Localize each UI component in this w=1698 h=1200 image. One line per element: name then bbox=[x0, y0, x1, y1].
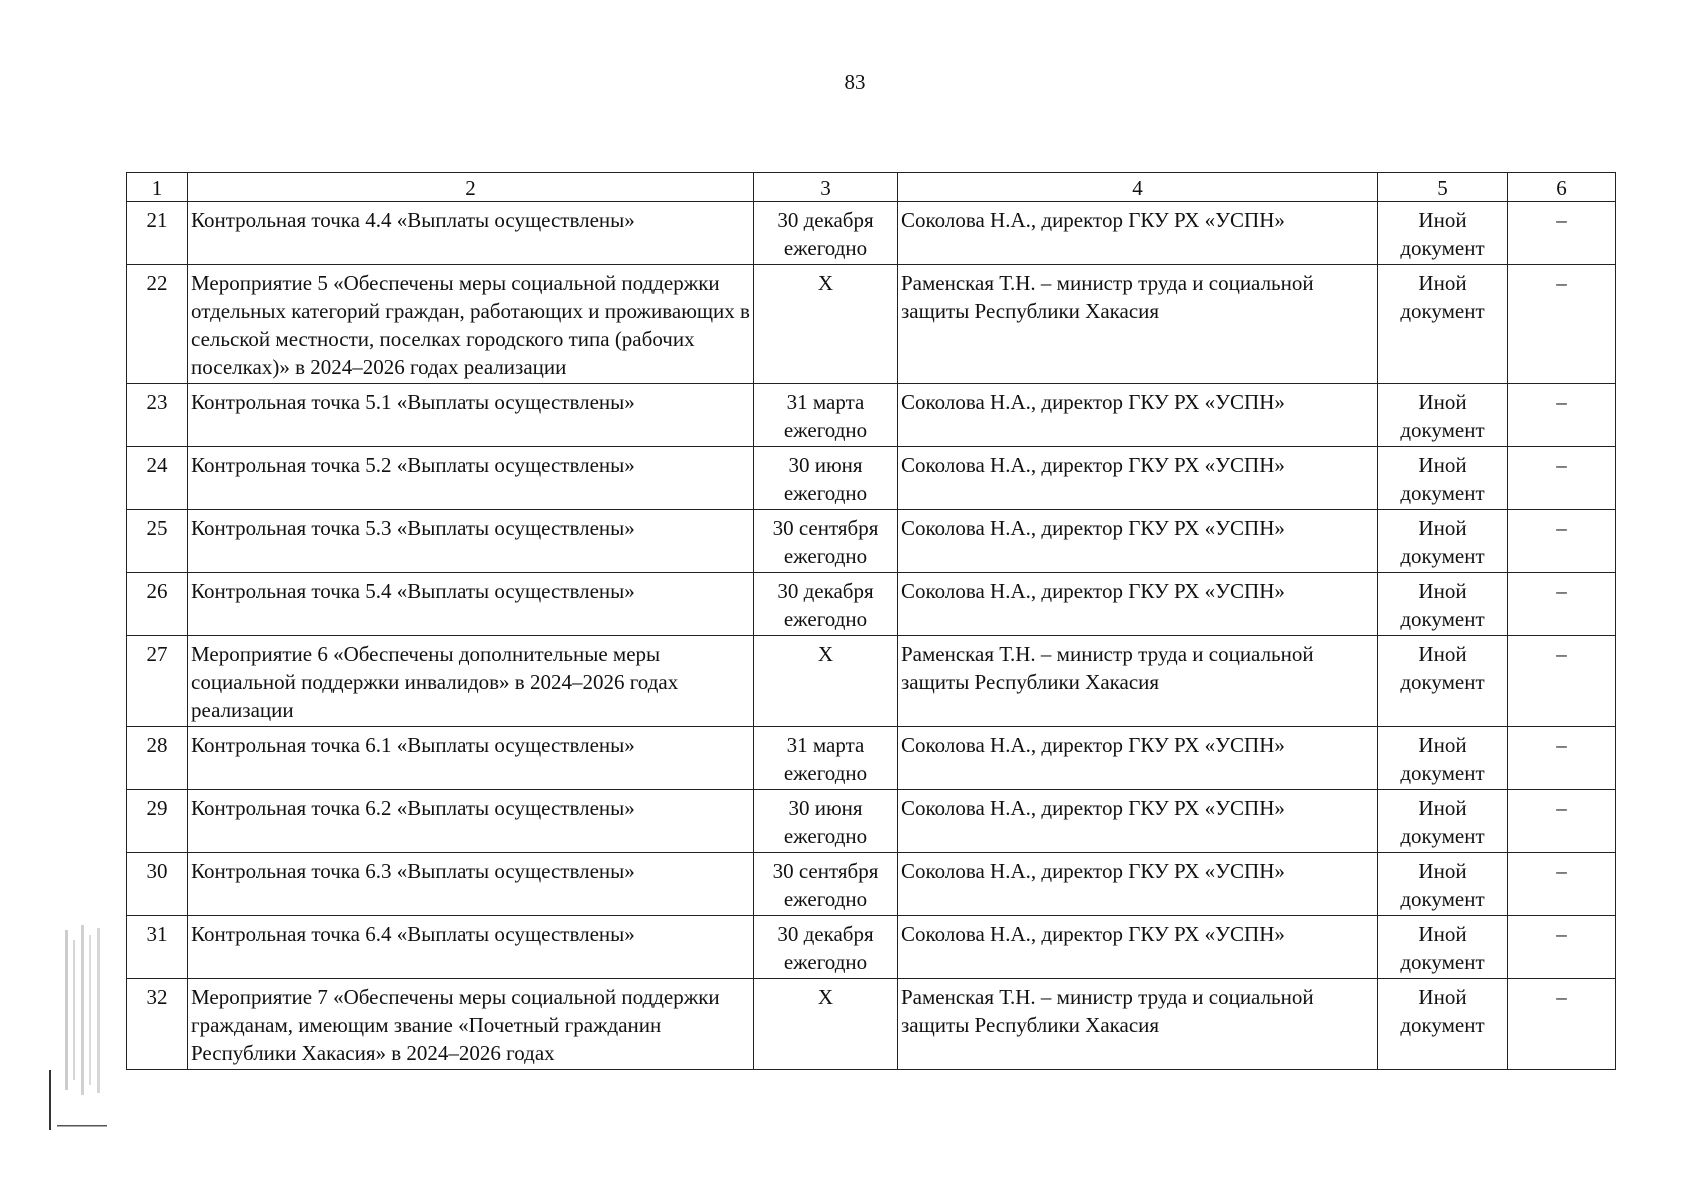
deadline: 30 декабря ежегодно bbox=[754, 202, 898, 265]
event-name: Контрольная точка 6.2 «Выплаты осуществлены» bbox=[188, 790, 754, 853]
row-number: 29 bbox=[127, 790, 188, 853]
note: – bbox=[1508, 265, 1616, 384]
table-row bbox=[127, 202, 1616, 265]
deadline: 30 июня ежегодно bbox=[754, 447, 898, 510]
header-cell: 6 bbox=[1508, 173, 1616, 202]
responsible-person: Соколова Н.А., директор ГКУ РХ «УСПН» bbox=[898, 853, 1378, 916]
control-points-table bbox=[126, 172, 1616, 1070]
note: – bbox=[1508, 727, 1616, 790]
document-type: Иной документ bbox=[1378, 979, 1508, 1070]
row-number: 31 bbox=[127, 916, 188, 979]
table-row bbox=[127, 979, 1616, 1070]
header-cell: 1 bbox=[127, 173, 188, 202]
note: – bbox=[1508, 202, 1616, 265]
header-cell: 2 bbox=[188, 173, 754, 202]
responsible-person: Соколова Н.А., директор ГКУ РХ «УСПН» bbox=[898, 202, 1378, 265]
table-header-row bbox=[127, 173, 1616, 202]
row-number: 30 bbox=[127, 853, 188, 916]
document-type: Иной документ bbox=[1378, 447, 1508, 510]
deadline: 30 сентября ежегодно bbox=[754, 510, 898, 573]
table-row bbox=[127, 447, 1616, 510]
document-type: Иной документ bbox=[1378, 202, 1508, 265]
document-type: Иной документ bbox=[1378, 790, 1508, 853]
document-type: Иной документ bbox=[1378, 916, 1508, 979]
event-name: Мероприятие 5 «Обеспечены меры социальной поддержки отдельных категорий граждан, работающих и проживающих в сельской местности, поселках городского типа (рабочих поселках)» в 2024–2026 годах реализации bbox=[188, 265, 754, 384]
event-name: Контрольная точка 4.4 «Выплаты осуществлены» bbox=[188, 202, 754, 265]
table-row bbox=[127, 510, 1616, 573]
row-number: 32 bbox=[127, 979, 188, 1070]
event-name: Мероприятие 6 «Обеспечены дополнительные меры социальной поддержки инвалидов» в 2024–2026 годах реализации bbox=[188, 636, 754, 727]
table-row bbox=[127, 384, 1616, 447]
responsible-person: Соколова Н.А., директор ГКУ РХ «УСПН» bbox=[898, 447, 1378, 510]
responsible-person: Соколова Н.А., директор ГКУ РХ «УСПН» bbox=[898, 916, 1378, 979]
document-type: Иной документ bbox=[1378, 853, 1508, 916]
header-cell: 5 bbox=[1378, 173, 1508, 202]
deadline: 30 сентября ежегодно bbox=[754, 853, 898, 916]
row-number: 25 bbox=[127, 510, 188, 573]
deadline: 31 марта ежегодно bbox=[754, 384, 898, 447]
responsible-person: Соколова Н.А., директор ГКУ РХ «УСПН» bbox=[898, 790, 1378, 853]
table-row bbox=[127, 916, 1616, 979]
event-name: Контрольная точка 5.2 «Выплаты осуществлены» bbox=[188, 447, 754, 510]
table-row bbox=[127, 265, 1616, 384]
note: – bbox=[1508, 636, 1616, 727]
deadline: 30 июня ежегодно bbox=[754, 790, 898, 853]
responsible-person: Раменская Т.Н. – министр труда и социальной защиты Республики Хакасия bbox=[898, 979, 1378, 1070]
event-name: Мероприятие 7 «Обеспечены меры социальной поддержки гражданам, имеющим звание «Почетный гражданин Республики Хакасия» в 2024–2026 годах bbox=[188, 979, 754, 1070]
event-name: Контрольная точка 5.1 «Выплаты осуществлены» bbox=[188, 384, 754, 447]
deadline: 30 декабря ежегодно bbox=[754, 573, 898, 636]
row-number: 21 bbox=[127, 202, 188, 265]
row-number: 24 bbox=[127, 447, 188, 510]
note: – bbox=[1508, 853, 1616, 916]
note: – bbox=[1508, 510, 1616, 573]
note: – bbox=[1508, 447, 1616, 510]
event-name: Контрольная точка 6.1 «Выплаты осуществлены» bbox=[188, 727, 754, 790]
deadline: Х bbox=[754, 265, 898, 384]
header-cell: 4 bbox=[898, 173, 1378, 202]
deadline: 30 декабря ежегодно bbox=[754, 916, 898, 979]
table-row bbox=[127, 636, 1616, 727]
deadline: Х bbox=[754, 979, 898, 1070]
row-number: 27 bbox=[127, 636, 188, 727]
document-type: Иной документ bbox=[1378, 573, 1508, 636]
document-type: Иной документ bbox=[1378, 384, 1508, 447]
event-name: Контрольная точка 5.4 «Выплаты осуществлены» bbox=[188, 573, 754, 636]
responsible-person: Соколова Н.А., директор ГКУ РХ «УСПН» bbox=[898, 510, 1378, 573]
event-name: Контрольная точка 5.3 «Выплаты осуществлены» bbox=[188, 510, 754, 573]
note: – bbox=[1508, 979, 1616, 1070]
document-type: Иной документ bbox=[1378, 636, 1508, 727]
document-type: Иной документ bbox=[1378, 510, 1508, 573]
table-row bbox=[127, 853, 1616, 916]
note: – bbox=[1508, 573, 1616, 636]
responsible-person: Соколова Н.А., директор ГКУ РХ «УСПН» bbox=[898, 384, 1378, 447]
responsible-person: Соколова Н.А., директор ГКУ РХ «УСПН» bbox=[898, 573, 1378, 636]
note: – bbox=[1508, 790, 1616, 853]
margin-stamp-mark bbox=[45, 920, 115, 1140]
document-type: Иной документ bbox=[1378, 727, 1508, 790]
row-number: 28 bbox=[127, 727, 188, 790]
row-number: 26 bbox=[127, 573, 188, 636]
deadline: Х bbox=[754, 636, 898, 727]
page-number: 83 bbox=[844, 70, 866, 94]
table-row bbox=[127, 727, 1616, 790]
note: – bbox=[1508, 384, 1616, 447]
table-row bbox=[127, 573, 1616, 636]
deadline: 31 марта ежегодно bbox=[754, 727, 898, 790]
note: – bbox=[1508, 916, 1616, 979]
event-name: Контрольная точка 6.3 «Выплаты осуществлены» bbox=[188, 853, 754, 916]
responsible-person: Раменская Т.Н. – министр труда и социальной защиты Республики Хакасия bbox=[898, 265, 1378, 384]
document-type: Иной документ bbox=[1378, 265, 1508, 384]
header-cell: 3 bbox=[754, 173, 898, 202]
row-number: 23 bbox=[127, 384, 188, 447]
row-number: 22 bbox=[127, 265, 188, 384]
responsible-person: Соколова Н.А., директор ГКУ РХ «УСПН» bbox=[898, 727, 1378, 790]
table-row bbox=[127, 790, 1616, 853]
responsible-person: Раменская Т.Н. – министр труда и социальной защиты Республики Хакасия bbox=[898, 636, 1378, 727]
event-name: Контрольная точка 6.4 «Выплаты осуществлены» bbox=[188, 916, 754, 979]
